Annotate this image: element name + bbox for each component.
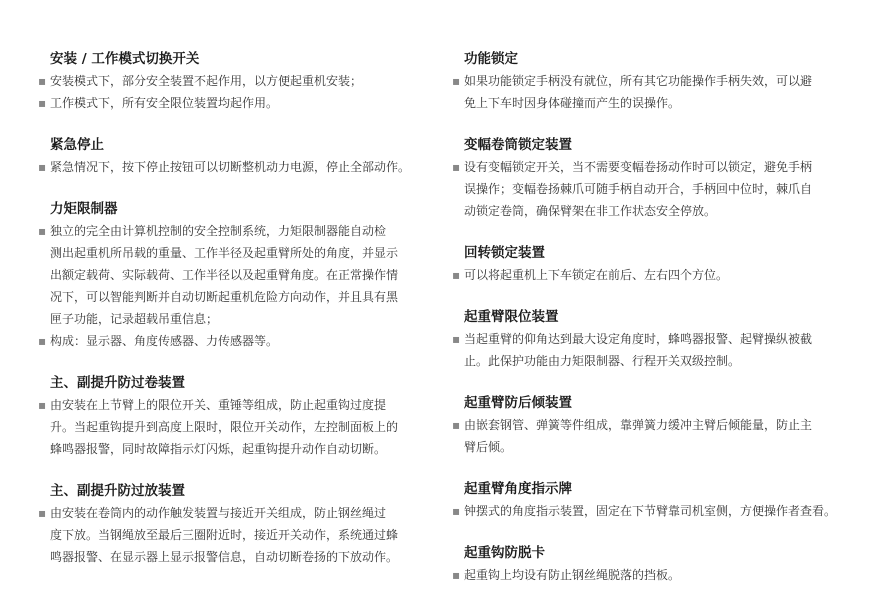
- feature-section: [452, 48, 847, 114]
- bullet-item: [452, 70, 847, 114]
- item-text-line: 免上下车时因身体碰撞而产生的误操作。: [464, 96, 681, 110]
- item-text: 钟摆式的角度指示装置，固定在下节臂靠司机室侧，方便操作者查看。: [464, 504, 837, 518]
- item-text-line: 升。当起重钩提升到高度上限时，限位开关动作，左控制面板上的: [50, 420, 399, 434]
- item-text-line: 误操作；变幅卷扬棘爪可随手柄自动开合，手柄回中位时，棘爪自: [464, 182, 813, 196]
- bullet-item: [38, 70, 438, 92]
- item-text-line: 蜂鸣器报警，同时故障指示灯闪烁，起重钩提升动作自动切断。: [50, 442, 387, 456]
- item-text-line: 当起重臂的仰角达到最大设定角度时，蜂鸣器报警、起臂操纵被截: [464, 332, 813, 346]
- section-heading: 安装 / 工作模式切换开关: [50, 51, 200, 67]
- bullet-marker-icon: ▪: [452, 568, 461, 582]
- item-text-line: 测出起重机所吊载的重量、工作半径及起重臂所处的角度，并显示: [50, 246, 399, 260]
- bullet-item: [38, 92, 438, 114]
- item-text: 可以将起重机上下车锁定在前后、左右四个方位。: [464, 268, 729, 282]
- feature-section: [38, 198, 438, 352]
- item-text-line: 由安装在上节臂上的限位开关、重锤等组成，防止起重钩过度提: [50, 398, 387, 412]
- bullet-marker-icon: ▪: [38, 96, 47, 110]
- bullet-marker-icon: ▪: [38, 160, 47, 174]
- bullet-marker-icon: ▪: [452, 74, 461, 88]
- section-heading: 起重臂限位装置: [464, 309, 559, 325]
- feature-section: [38, 134, 438, 178]
- section-heading: 回转锁定装置: [464, 245, 545, 261]
- item-text: 构成：显示器、角度传感器、力传感器等。: [50, 334, 279, 348]
- bullet-item: [38, 330, 438, 352]
- feature-section: [38, 372, 438, 460]
- section-heading: 主、副提升防过卷装置: [50, 375, 185, 391]
- bullet-item: [452, 264, 847, 286]
- bullet-marker-icon: ▪: [38, 224, 47, 238]
- bullet-marker-icon: ▪: [38, 506, 47, 520]
- bullet-item: [38, 156, 438, 178]
- item-text-line: 由安装在卷筒内的动作触发装置与接近开关组成，防止钢丝绳过: [50, 506, 387, 520]
- bullet-marker-icon: ▪: [452, 504, 461, 518]
- feature-section: [452, 392, 847, 458]
- bullet-item: [452, 564, 847, 586]
- feature-section: [452, 542, 847, 586]
- bullet-item: [38, 394, 438, 460]
- feature-section: [452, 306, 847, 372]
- item-text: 紧急情况下，按下停止按钮可以切断整机动力电源，停止全部动作。: [50, 160, 411, 174]
- section-heading: 起重臂角度指示牌: [464, 481, 572, 497]
- bullet-item: [452, 156, 847, 222]
- item-text: 工作模式下，所有安全限位装置均起作用。: [50, 96, 279, 110]
- item-text-line: 况下，可以智能判断并自动切断起重机危险方向动作，并且具有黑: [50, 290, 399, 304]
- item-text-line: 设有变幅锁定开关，当不需要变幅卷扬动作时可以锁定，避免手柄: [464, 160, 813, 174]
- item-text-line: 独立的完全由计算机控制的安全控制系统，力矩限制器能自动检: [50, 224, 387, 238]
- bullet-marker-icon: ▪: [452, 160, 461, 174]
- bullet-marker-icon: ▪: [38, 334, 47, 348]
- section-heading: 起重钩防脱卡: [464, 545, 545, 561]
- bullet-marker-icon: ▪: [452, 332, 461, 346]
- section-heading: 力矩限制器: [50, 201, 118, 217]
- bullet-item: [38, 220, 438, 330]
- bullet-marker-icon: ▪: [452, 418, 461, 432]
- bullet-marker-icon: ▪: [38, 398, 47, 412]
- bullet-item: [452, 500, 847, 522]
- item-text-line: 出额定载荷、实际载荷、工作半径以及起重臂角度。在正常操作情: [50, 268, 399, 282]
- section-heading: 起重臂防后倾装置: [464, 395, 572, 411]
- item-text-line: 如果功能锁定手柄没有就位，所有其它功能操作手柄失效，可以避: [464, 74, 813, 88]
- item-text-line: 止。此保护功能由力矩限制器、行程开关双级控制。: [464, 354, 741, 368]
- item-text: 起重钩上均设有防止钢丝绳脱落的挡板。: [464, 568, 681, 582]
- item-text-line: 度下放。当钢绳放至最后三圈附近时，接近开关动作，系统通过蜂: [50, 528, 399, 542]
- section-heading: 紧急停止: [50, 137, 104, 153]
- item-text-line: 匣子功能，记录超载吊重信息；: [50, 312, 219, 326]
- left-column: [38, 48, 438, 568]
- right-column: [452, 48, 847, 586]
- section-heading: 功能锁定: [464, 51, 518, 67]
- item-text: 安装模式下，部分安全装置不起作用，以方便起重机安装；: [50, 74, 363, 88]
- item-text-line: 由嵌套钢管、弹簧等件组成，靠弹簧力缓冲主臂后倾能量，防止主: [464, 418, 813, 432]
- bullet-marker-icon: ▪: [452, 268, 461, 282]
- section-heading: 变幅卷筒锁定装置: [464, 137, 572, 153]
- bullet-marker-icon: ▪: [38, 74, 47, 88]
- feature-section: [452, 478, 847, 522]
- bullet-item: [452, 328, 847, 372]
- section-heading: 主、副提升防过放装置: [50, 483, 185, 499]
- feature-section: [38, 480, 438, 568]
- bullet-item: [38, 502, 438, 568]
- item-text-line: 动锁定卷筒，确保臂架在非工作状态安全停放。: [464, 204, 717, 218]
- feature-section: [452, 134, 847, 222]
- bullet-item: [452, 414, 847, 458]
- feature-section: [38, 48, 438, 114]
- item-text-line: 鸣器报警、在显示器上显示报警信息，自动切断卷扬的下放动作。: [50, 550, 399, 564]
- item-text-line: 臂后倾。: [464, 440, 513, 454]
- feature-section: [452, 242, 847, 286]
